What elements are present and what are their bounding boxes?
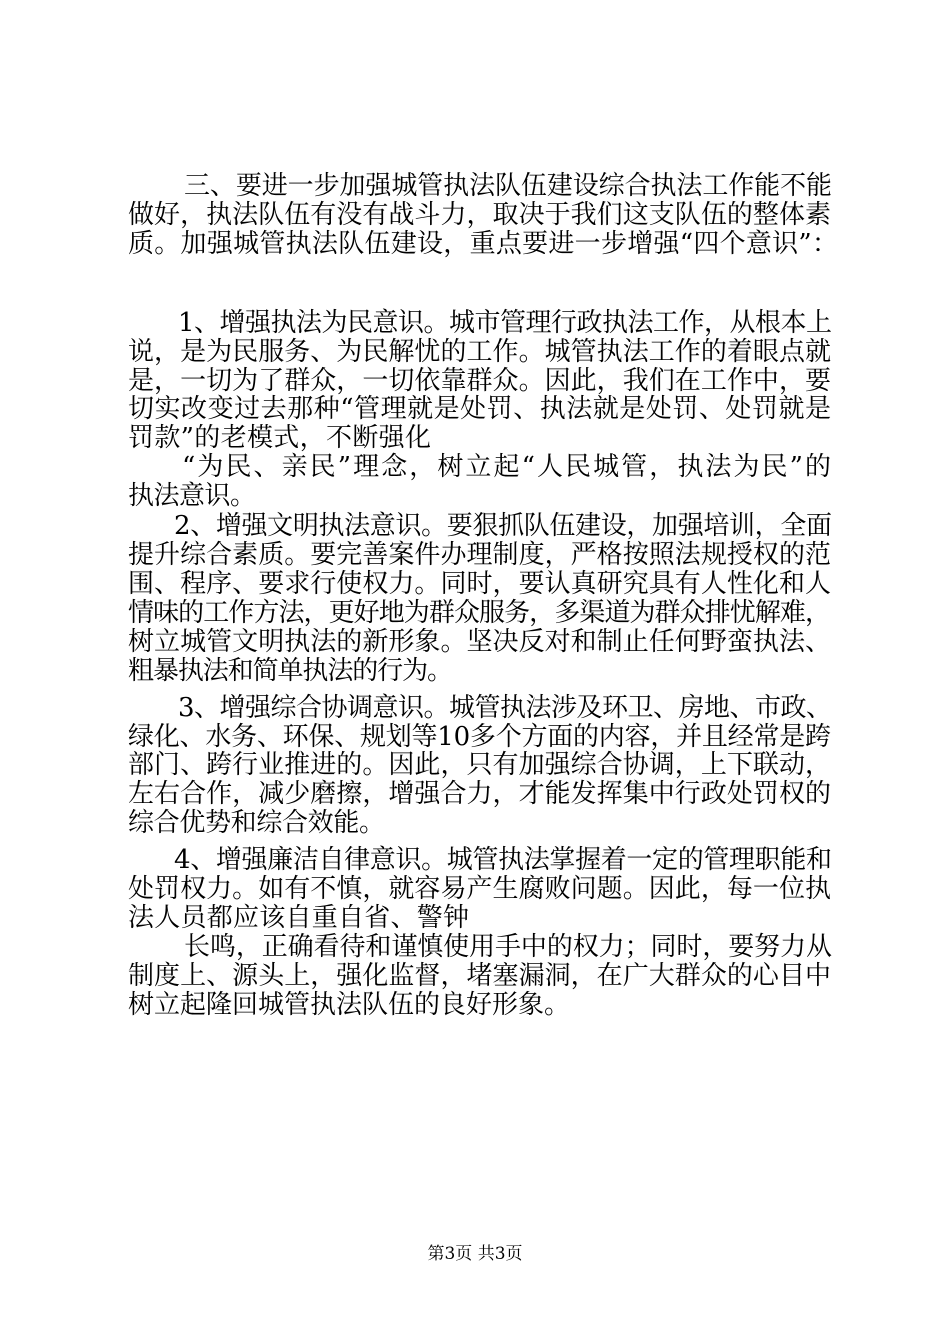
paragraph-line: 是，一切为了群众，一切依靠群众。因此，我们在工作中，要 [128, 366, 832, 396]
paragraph-line: 粗暴执法和简单执法的行为。 [128, 656, 452, 686]
paragraph-line: 罚款”的老模式，不断强化 [128, 423, 432, 453]
paragraph-line: 围、程序、要求行使权力。同时，要认真研究具有人性化和人 [128, 569, 832, 599]
paragraph-line: 说，是为民服务、为民解忧的工作。城管执法工作的着眼点就 [128, 337, 832, 367]
paragraph-line: 树立起隆回城管执法队伍的良好形象。 [128, 990, 570, 1020]
page-footer: 第3页 共3页 [427, 1244, 523, 1264]
paragraph-line: 综合优势和综合效能。 [128, 808, 385, 838]
paragraph-line: “为民、亲民”理念，树立起“人民城管，执法为民”的 [182, 452, 834, 482]
paragraph-line: 1、增强执法为民意识。城市管理行政执法工作，从根本上 [178, 308, 832, 338]
paragraph-line: 切实改变过去那种“管理就是处罚、执法就是处罚、处罚就是 [128, 394, 832, 424]
paragraph-line: 处罚权力。如有不慎，就容易产生腐败问题。因此，每一位执 [128, 874, 832, 904]
paragraph-line: 2、增强文明执法意识。要狠抓队伍建设，加强培训，全面 [174, 511, 832, 541]
paragraph-line: 树立城管文明执法的新形象。坚决反对和制止任何野蛮执法、 [128, 627, 832, 657]
paragraph-line: 绿化、水务、环保、规划等10多个方面的内容，并且经常是跨 [128, 722, 831, 752]
paragraph-line: 质。加强城管执法队伍建设，重点要进一步增强“四个意识”： [128, 229, 839, 259]
paragraph-line: 提升综合素质。要完善案件办理制度，严格按照法规授权的范 [128, 540, 832, 570]
paragraph-line: 做好，执法队伍有没有战斗力，取决于我们这支队伍的整体素 [128, 200, 832, 230]
paragraph-line: 长鸣，正确看待和谨慎使用手中的权力；同时，要努力从 [184, 932, 832, 962]
paragraph-line: 制度上、源头上，强化监督，堵塞漏洞，在广大群众的心目中 [128, 961, 832, 991]
paragraph-line: 情味的工作方法，更好地为群众服务，多渠道为群众排忧解难， [128, 598, 831, 628]
paragraph-line: 执法意识。 [128, 481, 256, 511]
paragraph-line: 3、增强综合协调意识。城管执法涉及环卫、房地、市政、 [178, 693, 832, 723]
paragraph-line: 4、增强廉洁自律意识。城管执法掌握着一定的管理职能和 [174, 845, 832, 875]
paragraph-line: 三、要进一步加强城管执法队伍建设综合执法工作能不能 [184, 171, 832, 201]
paragraph-line: 左右合作，减少磨擦，增强合力，才能发挥集中行政处罚权的 [128, 779, 832, 809]
paragraph-line: 法人员都应该自重自省、警钟 [128, 903, 470, 933]
paragraph-line: 部门、跨行业推进的。因此，只有加强综合协调，上下联动， [128, 750, 832, 780]
